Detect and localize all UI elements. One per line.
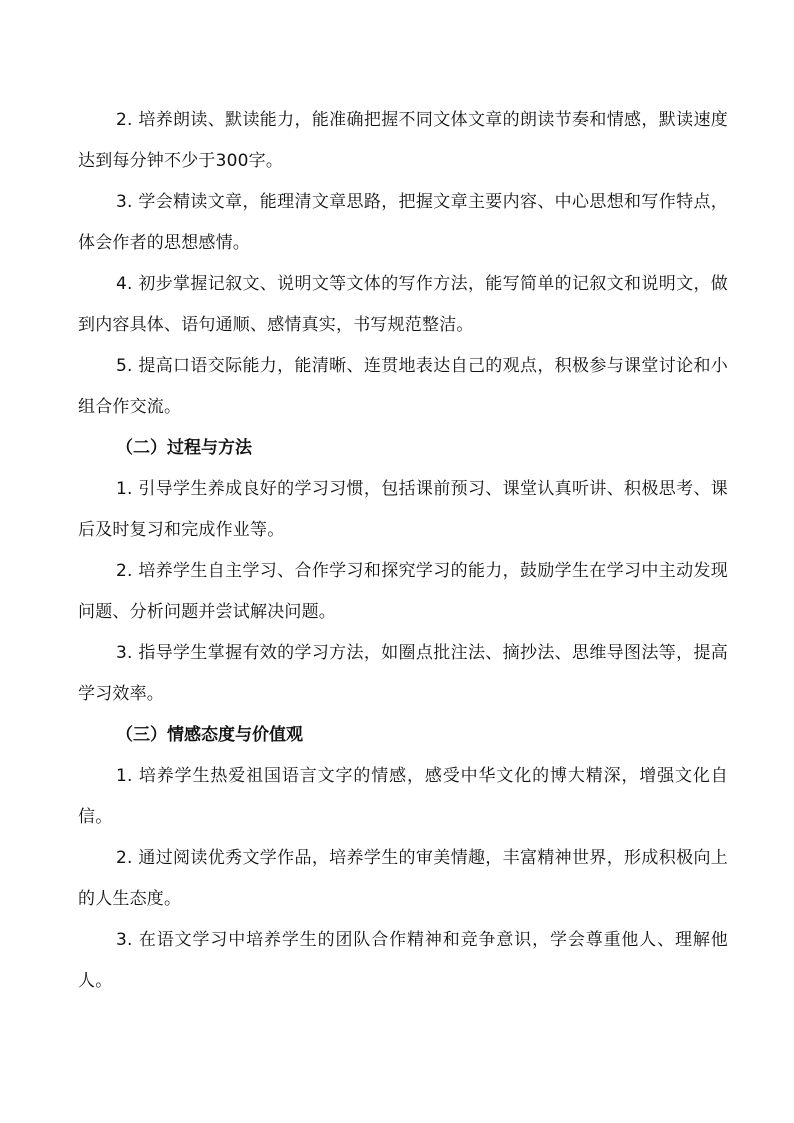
paragraph: 4. 初步掌握记叙文、说明文等文体的写作方法，能写简单的记叙文和说明文，做到内容具体、语句通顺、感情真实，书写规范整洁。 bbox=[78, 274, 728, 335]
document-body bbox=[78, 100, 728, 1002]
paragraph: 3. 在语文学习中培养学生的团队合作精神和竞争意识，学会尊重他人、理解他人。 bbox=[78, 930, 728, 991]
paragraph: 1. 引导学生养成良好的学习习惯，包括课前预习、课堂认真听讲、积极思考、课后及时复习和完成作业等。 bbox=[78, 479, 728, 540]
paragraph: 2. 培养学生自主学习、合作学习和探究学习的能力，鼓励学生在学习中主动发现问题、分析问题并尝试解决问题。 bbox=[78, 561, 728, 622]
section-heading: （二）过程与方法 bbox=[116, 438, 252, 458]
paragraph: 1. 培养学生热爱祖国语言文字的情感，感受中华文化的博大精深，增强文化自信。 bbox=[78, 766, 728, 827]
paragraph: 3. 指导学生掌握有效的学习方法，如圈点批注法、摘抄法、思维导图法等，提高学习效率。 bbox=[78, 643, 728, 704]
paragraph: 2. 通过阅读优秀文学作品，培养学生的审美情趣，丰富精神世界，形成积极向上的人生态度。 bbox=[78, 848, 728, 909]
section-heading: （三）情感态度与价值观 bbox=[116, 725, 303, 745]
paragraph: 5. 提高口语交际能力，能清晰、连贯地表达自己的观点，积极参与课堂讨论和小组合作交流。 bbox=[78, 356, 728, 417]
paragraph: 2. 培养朗读、默读能力，能准确把握不同文体文章的朗读节奏和情感，默读速度达到每分钟不少于300字。 bbox=[78, 110, 728, 171]
paragraph: 3. 学会精读文章，能理清文章思路，把握文章主要内容、中心思想和写作特点，体会作者的思想感情。 bbox=[78, 192, 728, 253]
